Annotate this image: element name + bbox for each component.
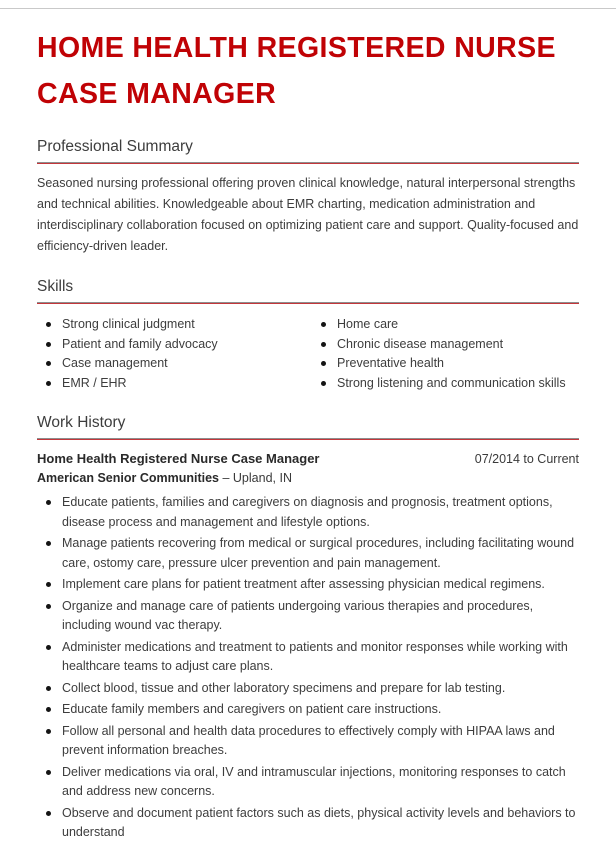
bullet-icon bbox=[46, 342, 51, 347]
section-divider bbox=[37, 438, 579, 440]
duty-item-text: Organize and manage care of patients undergoing various therapies and procedures, including wound vac therapy. bbox=[62, 598, 534, 632]
duty-item bbox=[37, 722, 579, 761]
job-header-row bbox=[37, 451, 579, 466]
duty-item-text: Deliver medications via oral, IV and intramuscular injections, monitoring responses to catch and address new concerns. bbox=[62, 764, 566, 798]
work-history-heading: Work History bbox=[37, 414, 126, 431]
duty-item bbox=[37, 763, 579, 802]
skill-item-label: Strong clinical judgment bbox=[62, 317, 195, 331]
skill-item-label: Chronic disease management bbox=[337, 336, 504, 351]
duty-item-text: Manage patients recovering from medical or surgical procedures, including facilitating wound care, ostomy care, pressure ulcer prevention and pain management. bbox=[62, 536, 575, 570]
section-divider bbox=[37, 302, 579, 304]
bullet-icon bbox=[46, 500, 51, 505]
section-skills bbox=[37, 278, 579, 393]
duty-item-text: Educate patients, families and caregivers on diagnosis and prognosis, treatment options, disease process and management and lifestyle options. bbox=[62, 495, 553, 529]
skill-item bbox=[312, 315, 579, 334]
skill-item-label: EMR / EHR bbox=[62, 375, 127, 390]
job-title: Home Health Registered Nurse Case Manager bbox=[37, 451, 320, 466]
bullet-icon bbox=[46, 361, 51, 366]
page-top-divider bbox=[0, 8, 616, 9]
bullet-icon bbox=[46, 770, 51, 775]
duty-item-text: Educate family members and caregivers on patient care instructions. bbox=[62, 702, 442, 716]
duty-item bbox=[37, 679, 579, 699]
skill-item-label: Preventative health bbox=[337, 356, 445, 370]
job-dates: 07/2014 to Current bbox=[474, 452, 579, 466]
duty-item bbox=[37, 493, 579, 532]
skill-item bbox=[37, 374, 304, 393]
skills-column-left bbox=[37, 315, 304, 393]
bullet-icon bbox=[321, 342, 326, 347]
bullet-icon bbox=[46, 729, 51, 734]
skill-item bbox=[312, 335, 579, 354]
bullet-icon bbox=[46, 686, 51, 691]
duty-item bbox=[37, 575, 579, 595]
skill-item bbox=[37, 354, 304, 373]
skill-item-label: Case management bbox=[62, 356, 168, 370]
duty-item bbox=[37, 700, 579, 720]
skill-item bbox=[312, 354, 579, 373]
duty-item-text: Observe and document patient factors such as diets, physical activity levels and behaviors to understand bbox=[62, 805, 576, 839]
section-professional-summary bbox=[37, 138, 579, 257]
bullet-icon bbox=[321, 381, 326, 386]
professional-summary-text: Seasoned nursing professional offering proven clinical knowledge, natural interpersonal strengths and technical abilities. Knowledgeable about EMR charting, medication administration and interdisciplinary collaboration focused on optimizing patient care and support. Quality-focused and efficiency-driven leader. bbox=[37, 176, 579, 253]
skill-item-label: Patient and family advocacy bbox=[62, 336, 218, 351]
bullet-icon bbox=[46, 707, 51, 712]
duty-item-text: Collect blood, tissue and other laboratory specimens and prepare for lab testing. bbox=[62, 680, 506, 695]
company-line bbox=[37, 471, 579, 485]
duties-list bbox=[37, 493, 579, 843]
bullet-icon bbox=[321, 322, 326, 327]
duty-item-text: Administer medications and treatment to patients and monitor responses while working with healthcare teams to adjust care plans. bbox=[62, 639, 568, 673]
duty-item-text: Implement care plans for patient treatment after assessing physician medical regimens. bbox=[62, 577, 545, 591]
bullet-icon bbox=[46, 582, 51, 587]
duty-item bbox=[37, 597, 579, 636]
skill-item bbox=[37, 335, 304, 354]
skill-item-label: Strong listening and communication skills bbox=[337, 375, 566, 390]
skill-item bbox=[37, 315, 304, 334]
bullet-icon bbox=[321, 361, 326, 366]
bullet-icon bbox=[46, 811, 51, 816]
bullet-icon bbox=[46, 322, 51, 327]
resume-page bbox=[0, 25, 616, 843]
skills-heading: Skills bbox=[37, 278, 74, 295]
bullet-icon bbox=[46, 645, 51, 650]
skills-column-right bbox=[312, 315, 579, 393]
professional-summary-heading: Professional Summary bbox=[37, 138, 193, 155]
job-location: – Upland, IN bbox=[222, 471, 292, 485]
duty-item bbox=[37, 804, 579, 843]
skill-item-label: Home care bbox=[337, 317, 399, 331]
duty-item bbox=[37, 638, 579, 677]
skills-columns bbox=[37, 315, 579, 393]
duty-item bbox=[37, 534, 579, 573]
section-work-history bbox=[37, 414, 579, 843]
resume-title: HOME HEALTH REGISTERED NURSE CASE MANAGER bbox=[37, 32, 556, 110]
bullet-icon bbox=[46, 541, 51, 546]
company-name: American Senior Communities bbox=[37, 471, 219, 485]
skill-item bbox=[312, 374, 579, 393]
duty-item-text: Follow all personal and health data procedures to effectively comply with HIPAA laws and prevent information breaches. bbox=[62, 723, 555, 757]
bullet-icon bbox=[46, 604, 51, 609]
section-divider bbox=[37, 162, 579, 164]
bullet-icon bbox=[46, 381, 51, 386]
